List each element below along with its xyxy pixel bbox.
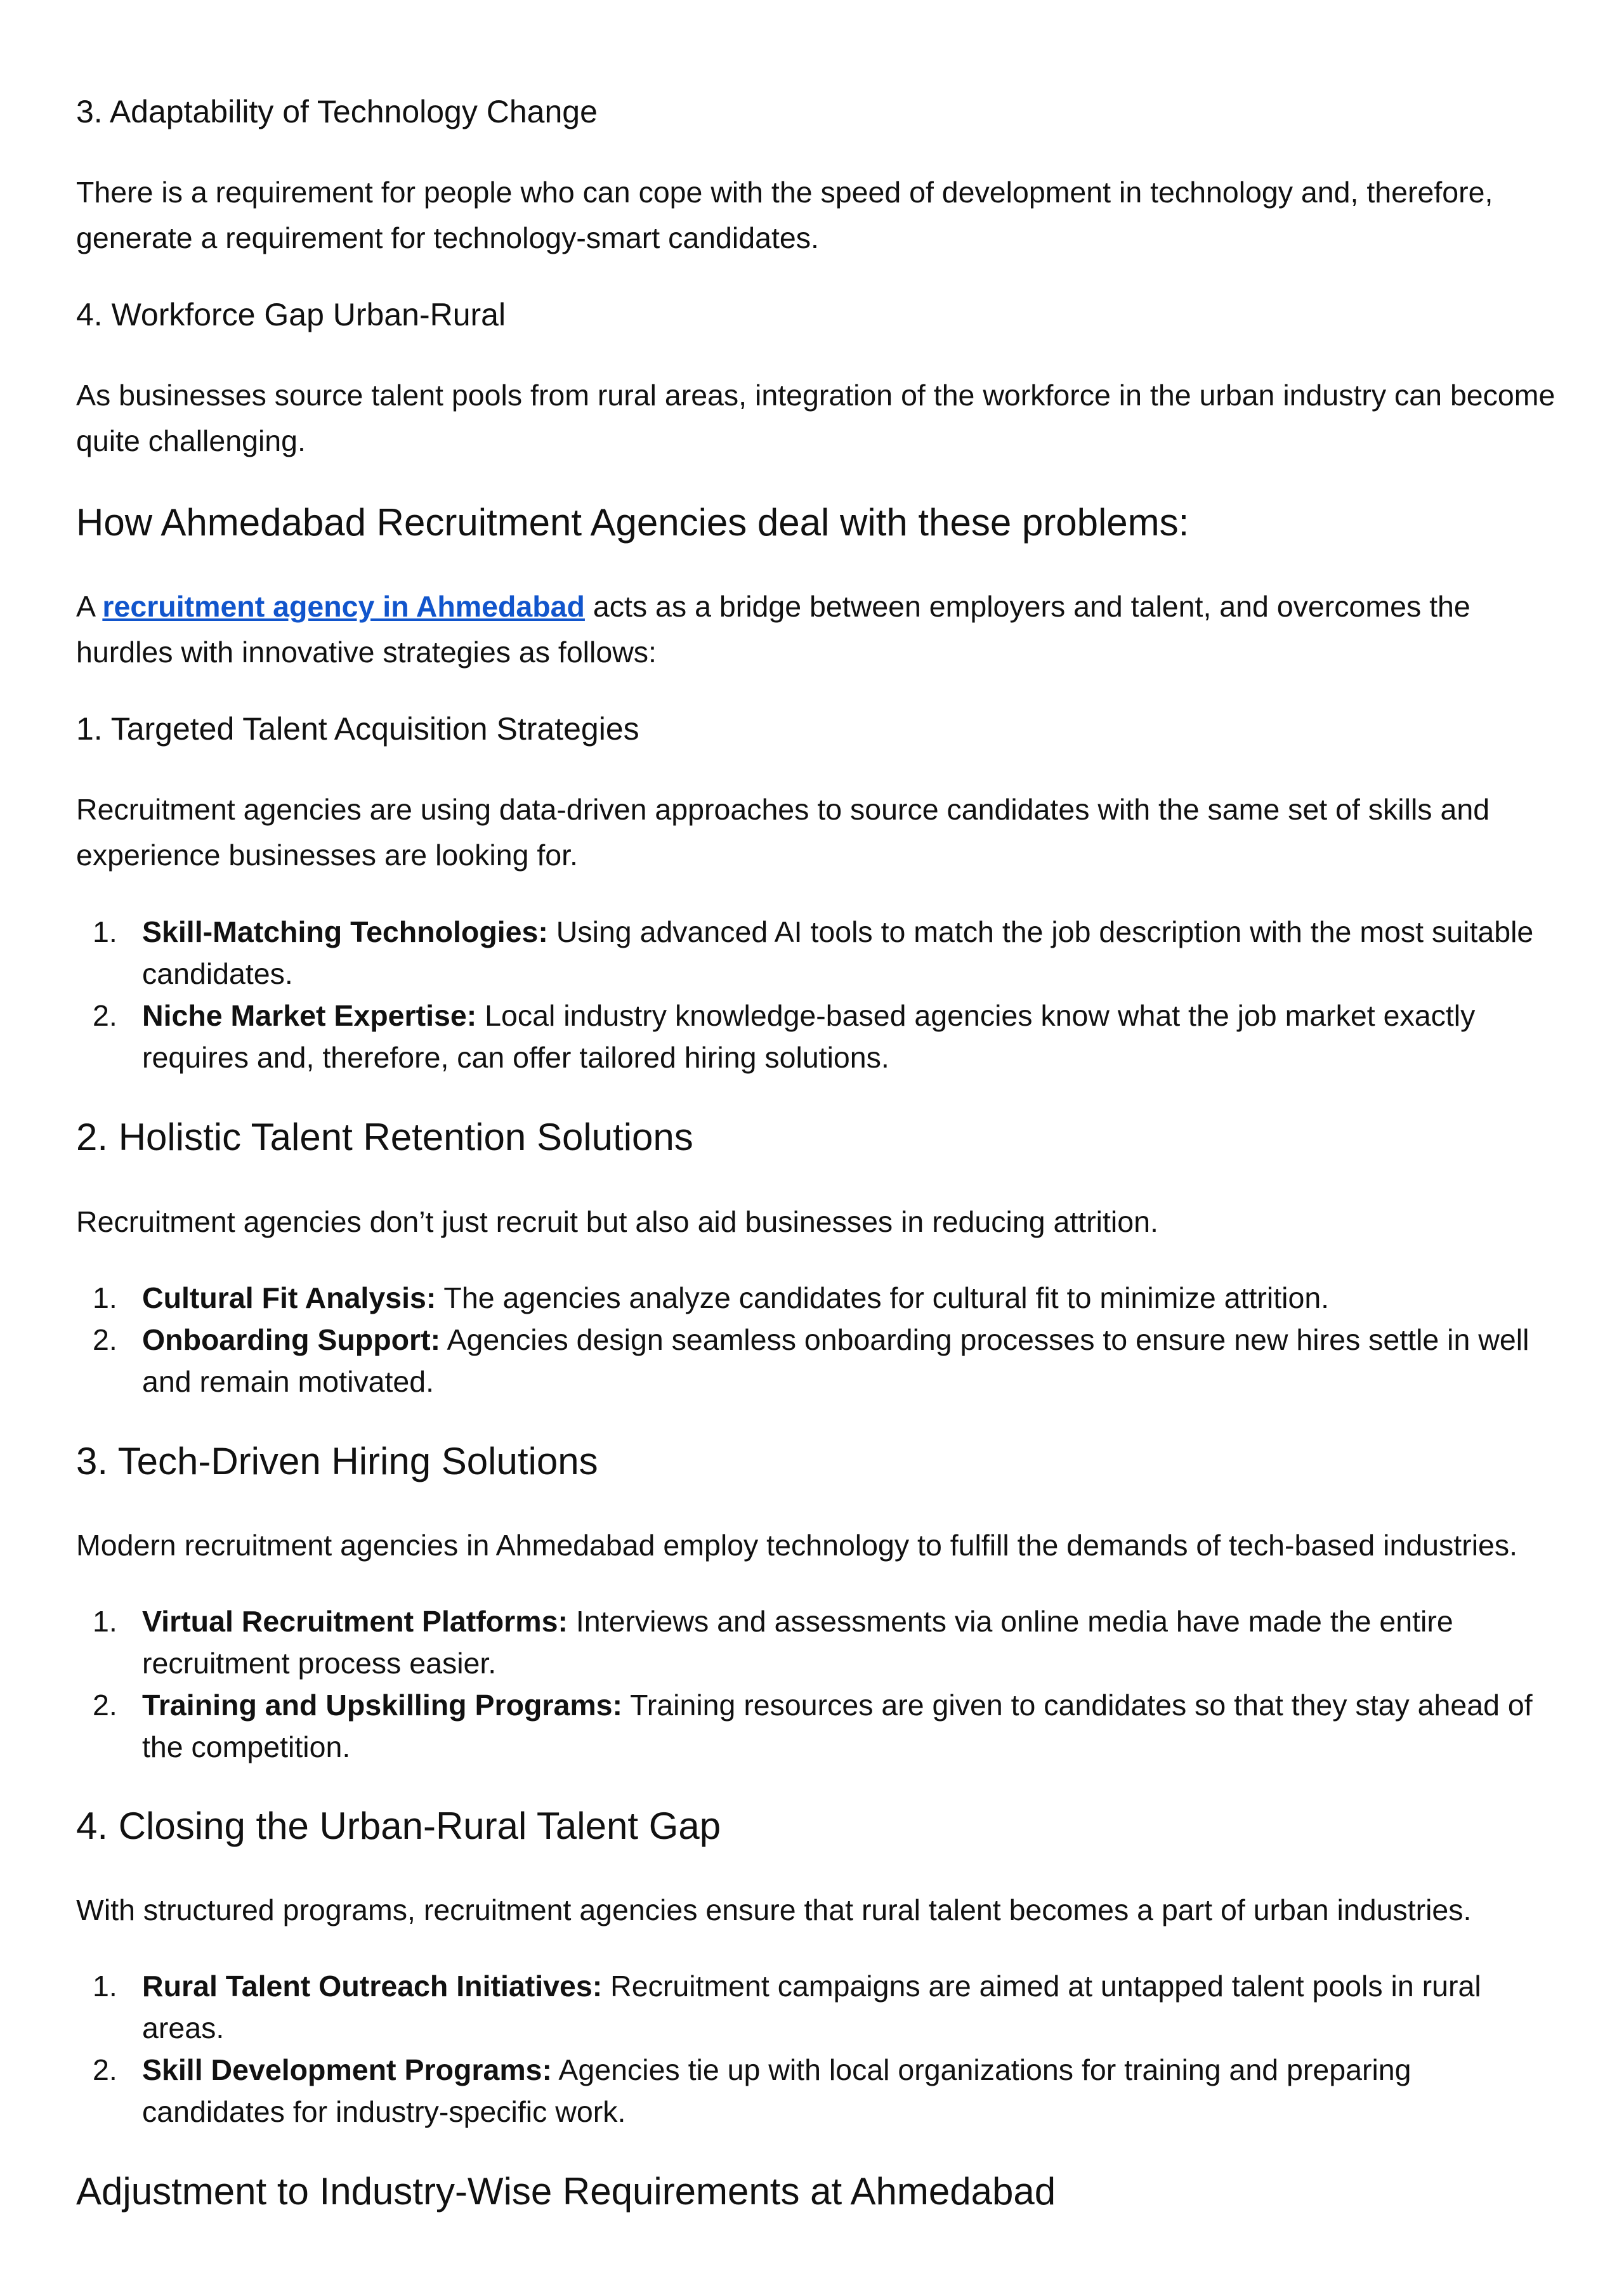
strategy-heading-tech: 3. Tech-Driven Hiring Solutions	[76, 1440, 598, 1482]
list-item	[76, 911, 1561, 995]
list-number: 2.	[93, 2053, 117, 2086]
list-item-title: Training and Upskilling Programs:	[142, 1689, 623, 1722]
list-urban-rural	[76, 1965, 1561, 2133]
list-item-text: The agencies analyze candidates for cultural fit to minimize attrition.	[436, 1281, 1330, 1314]
list-item-title: Cultural Fit Analysis:	[142, 1281, 436, 1314]
section-heading-industry-wise: Adjustment to Industry-Wise Requirements at Ahmedabad	[76, 2170, 1056, 2213]
list-item-text: Agencies tie up with local organizations for training and preparing candidates for industry-specific work.	[142, 2053, 1411, 2128]
paragraph-how-intro	[76, 584, 1561, 675]
list-item	[76, 1319, 1561, 1403]
list-item-title: Niche Market Expertise:	[142, 999, 477, 1032]
list-number: 2.	[93, 999, 117, 1032]
list-item	[76, 1277, 1561, 1319]
section-heading-how-agencies: How Ahmedabad Recruitment Agencies deal with these problems:	[76, 501, 1189, 544]
strategy-heading-retention: 2. Holistic Talent Retention Solutions	[76, 1116, 693, 1158]
paragraph-workforce-gap: As businesses source talent pools from rural areas, integration of the workforce in the urban industry can become quite challenging.	[76, 379, 1555, 457]
list-item-title: Rural Talent Outreach Initiatives:	[142, 1970, 603, 2003]
list-number: 1.	[93, 1605, 117, 1638]
list-number: 2.	[93, 1689, 117, 1722]
paragraph-urban-rural: With structured programs, recruitment agencies ensure that rural talent becomes a part of urban industries.	[76, 1893, 1472, 1926]
list-item-text: Training resources are given to candidates so that they stay ahead of the competition.	[142, 1689, 1533, 1763]
paragraph-retention: Recruitment agencies don’t just recruit but also aid businesses in reducing attrition.	[76, 1205, 1158, 1238]
list-item-text: Recruitment campaigns are aimed at untapped talent pools in rural areas.	[142, 1970, 1481, 2044]
paragraph-tech: Modern recruitment agencies in Ahmedabad employ technology to fulfill the demands of tech-based industries.	[76, 1529, 1518, 1562]
list-number: 2.	[93, 1323, 117, 1356]
strategy-heading-targeted: 1. Targeted Talent Acquisition Strategies	[76, 711, 639, 747]
paragraph-adaptability: There is a requirement for people who can cope with the speed of development in technology and, therefore, generate a requirement for technology-smart candidates.	[76, 176, 1493, 254]
list-item	[76, 1600, 1561, 1684]
section-heading-adaptability: 3. Adaptability of Technology Change	[76, 94, 598, 129]
section-heading-workforce-gap: 4. Workforce Gap Urban-Rural	[76, 297, 506, 332]
list-number: 1.	[93, 915, 117, 948]
list-targeted	[76, 911, 1561, 1078]
list-item	[76, 1965, 1561, 2049]
list-item-title: Virtual Recruitment Platforms:	[142, 1605, 568, 1638]
list-item	[76, 995, 1561, 1078]
paragraph-targeted: Recruitment agencies are using data-driven approaches to source candidates with the same set of skills and experience businesses are looking for.	[76, 793, 1490, 872]
list-item-text: Local industry knowledge-based agencies know what the job market exactly requires and, therefore, can offer tailored hiring solutions.	[142, 999, 1476, 1074]
list-item	[76, 1684, 1561, 1768]
recruitment-agency-link[interactable]: recruitment agency in Ahmedabad	[102, 590, 585, 623]
intro-prefix: A	[76, 590, 103, 623]
list-tech	[76, 1600, 1561, 1768]
list-item-title: Skill-Matching Technologies:	[142, 915, 548, 948]
list-number: 1.	[93, 1281, 117, 1314]
intro-suffix: acts as a bridge between employers and talent, and overcomes the hurdles with innovative strategies as follows:	[76, 590, 1470, 669]
list-number: 1.	[93, 1970, 117, 2003]
list-item	[76, 2049, 1561, 2133]
list-item-text: Agencies design seamless onboarding processes to ensure new hires settle in well and remain motivated.	[142, 1323, 1529, 1398]
list-item-title: Onboarding Support:	[142, 1323, 441, 1356]
list-item-text: Interviews and assessments via online media have made the entire recruitment process easier.	[142, 1605, 1453, 1680]
list-item-title: Skill Development Programs:	[142, 2053, 553, 2086]
list-retention	[76, 1277, 1561, 1403]
strategy-heading-urban-rural: 4. Closing the Urban-Rural Talent Gap	[76, 1805, 721, 1847]
list-item-text: Using advanced AI tools to match the job description with the most suitable candidates.	[142, 915, 1534, 990]
